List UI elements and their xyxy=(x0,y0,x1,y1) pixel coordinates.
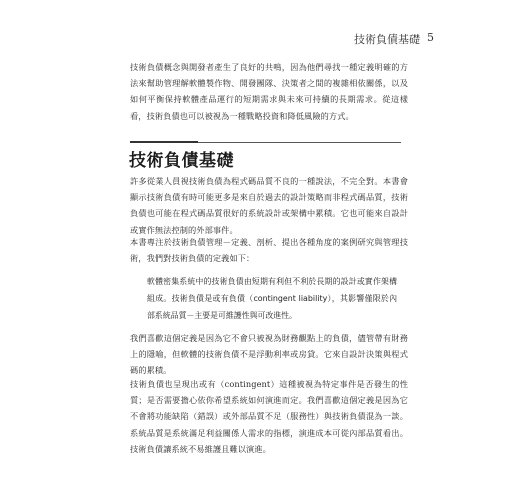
section-rule-thin xyxy=(198,142,401,143)
running-head-title: 技術負債基礎 xyxy=(354,33,420,46)
section-title: 技術負債基礎 xyxy=(129,151,234,171)
paragraph-5: 技術負債也呈現出或有（contingent）這種被視為特定事件是否發生的性質；是否需要擔心依你希望系統如何演進而定。我們喜歡這個定義是因為它不會將功能缺陷（錯誤）或外部品質不足（服務性）與技術負債混為一談。系統品質是系統滿足利益關係人需求的指標，演進成本可從內部品質看出。技術負債讓系統不易維護且難以演進。 xyxy=(130,379,408,454)
definition-quote: 軟體密集系統中的技術負債由短期有利但不利於長期的設計或實作架構組成。技術負債是或有負債（contingent liability），其影響僅限於內部系統品質－主要是可維護性與可改進性。 xyxy=(147,277,397,321)
paragraph-3: 本書專注於技術負債管理－定義、剖析、提出各種角度的案例研究與管理技術，我們對技術負債的定義如下： xyxy=(130,237,408,264)
section-rule-thick xyxy=(130,141,198,143)
paragraph-2: 許多從業人員視技術負債為程式碼品質不良的一種說法，不完全對。本書會顯示技術負債有時可能更多是來自於過去的設計策略而非程式碼品質，技術負債也可能在程式碼品質很好的系統設計或架構中累積。它也可能來自設計或實作無法控制的外部事件。 xyxy=(130,176,408,235)
page-number: 5 xyxy=(427,31,434,44)
paragraph-4: 我們喜歡這個定義是因為它不會只被視為財務觀點上的負債，儘管帶有財務上的隱喻，但軟體的技術負債不是浮動利率或房貸。它來自設計決策與程式碼的累積。 xyxy=(130,333,408,376)
intro-paragraph: 技術負債概念與開發者產生了良好的共鳴，因為他們尋找一種定義明確的方法來幫助管理解軟體製作物、開發團隊、決策者之間的複雜相依關係，以及如何平衡保持軟體產品運行的短期需求與未來可持續的長期需求。從這樣看，技術負債也可以被視為一種戰略投資和降低風險的方式。 xyxy=(130,62,408,121)
